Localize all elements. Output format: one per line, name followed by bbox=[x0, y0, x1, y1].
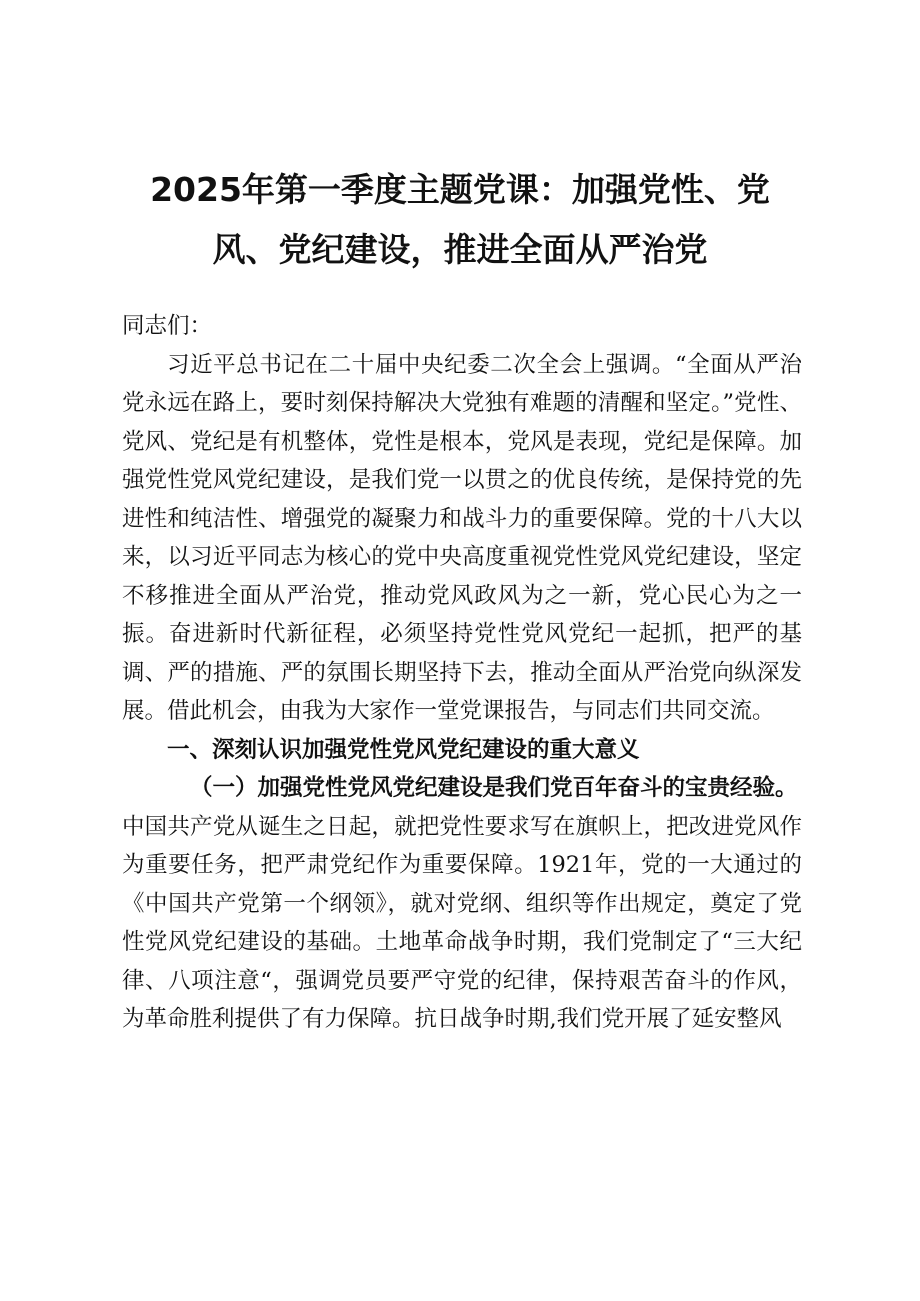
subsection-heading-1: （一）加强党性党风党纪建设是我们党百年奋斗的宝贵经验。 bbox=[190, 775, 798, 801]
salutation: 同志们： bbox=[122, 313, 213, 339]
subsection-1-paragraph: 中国共产党从诞生之日起，就把党性要求写在旗帜上，把改进党风作为重要任务，把严肃党纪作为重要保障。1921年，党的一大通过的《中国共产党第一个纲领》，就对党纲、组织等作出规定，奠定了党性党风党纪建设的基础。土地革命战争时期，我们党制定了“三大纪律、八项注意“，强调党员要严守党的纪律，保持艰苦奋斗的作风，为革命胜利提供了有力保障。抗日战争时期,我们党开展了延安整风 bbox=[122, 813, 802, 1032]
intro-paragraph: 习近平总书记在二十届中央纪委二次全会上强调。“全面从严治党永远在路上，要时刻保持解决大党独有难题的清醒和坚定。”党性、党风、党纪是有机整体，党性是根本，党风是表现，党纪是保障。加强党性党风党纪建设，是我们党一以贯之的优良传统，是保持党的先进性和纯洁性、增强党的凝聚力和战斗力的重要保障。党的十八大以来，以习近平同志为核心的党中央高度重视党性党风党纪建设，坚定不移推进全面从严治党，推动党风政风为之一新，党心民心为之一振。奋进新时代新征程，必须坚持党性党风党纪一起抓，把严的基调、严的措施、严的氛围长期坚持下去，推动全面从严治党向纵深发展。借此机会，由我为大家作一堂党课报告，与同志们共同交流。 bbox=[122, 351, 802, 724]
document-body bbox=[122, 307, 802, 1039]
document-title bbox=[110, 160, 810, 280]
title-line-2: 风、党纪建设，推进全面从严治党 bbox=[212, 230, 708, 269]
section-heading-1: 一、深刻认识加强党性党风党纪建设的重大意义 bbox=[167, 736, 640, 763]
title-line-1: 2025年第一季度主题党课：加强党性、党 bbox=[150, 170, 770, 209]
